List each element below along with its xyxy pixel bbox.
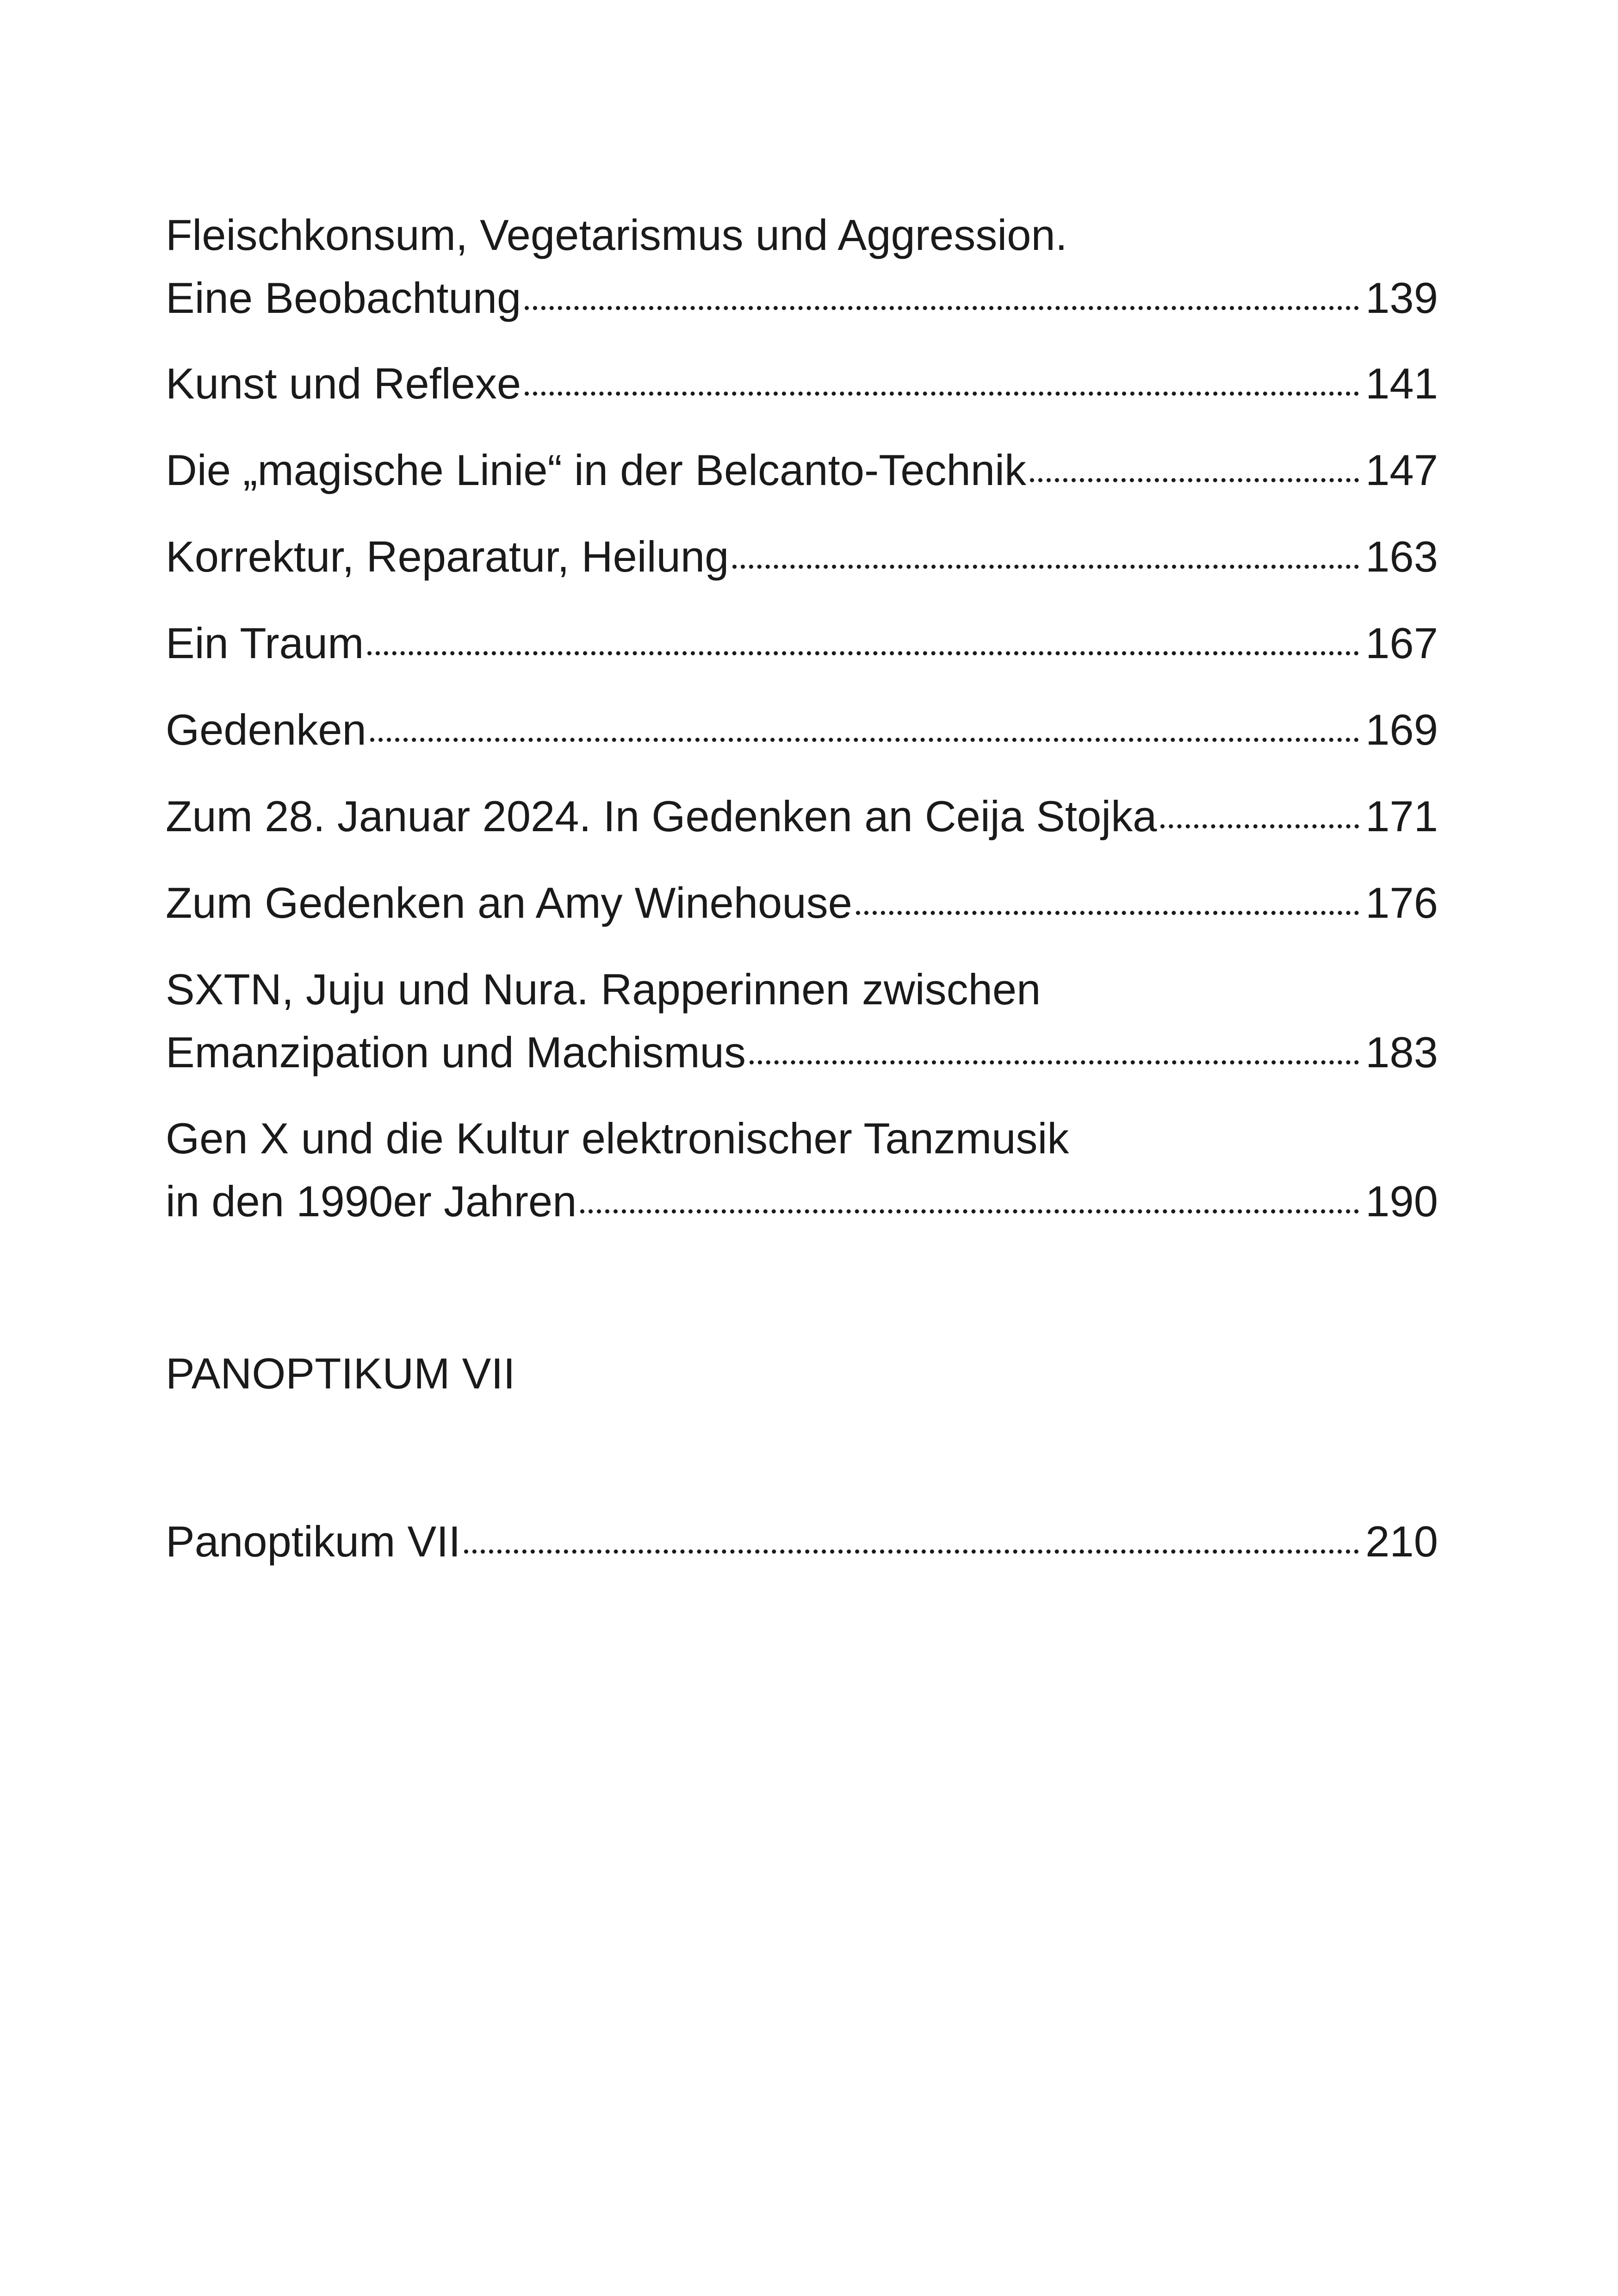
dot-leader bbox=[1160, 824, 1359, 828]
toc-entry[interactable] bbox=[166, 785, 1438, 848]
toc-entry-page-number: 210 bbox=[1365, 1517, 1438, 1566]
toc-entry-title-line: SXTN, Juju und Nura. Rapperinnen zwischen bbox=[166, 965, 1041, 1014]
toc-entry[interactable] bbox=[166, 698, 1438, 761]
toc-entry-title-line: Kunst und Reflexe bbox=[166, 359, 521, 408]
toc-entry-page-number: 183 bbox=[1365, 1028, 1438, 1076]
dot-leader bbox=[1030, 478, 1359, 482]
dot-leader bbox=[856, 911, 1359, 915]
toc-entry-page-number: 141 bbox=[1365, 359, 1438, 408]
toc-entry-title-line: Gen X und die Kultur elektronischer Tanzmusik bbox=[166, 1114, 1069, 1163]
toc-entry-page-number: 167 bbox=[1365, 619, 1438, 667]
toc-entry[interactable] bbox=[166, 352, 1438, 415]
toc-entry[interactable] bbox=[166, 525, 1438, 588]
section-heading: PANOPTIKUM VII bbox=[166, 1349, 515, 1398]
toc-entry-page-number: 163 bbox=[1365, 532, 1438, 581]
toc-entry-page-number: 176 bbox=[1365, 878, 1438, 927]
dot-leader bbox=[525, 392, 1359, 396]
toc-entry-title-line: Korrektur, Reparatur, Heilung bbox=[166, 532, 729, 581]
toc-entry-title-line: Eine Beobachtung bbox=[166, 274, 521, 322]
dot-leader bbox=[525, 306, 1359, 310]
toc-entry[interactable] bbox=[166, 871, 1438, 934]
toc-entry-title-line: Panoptikum VII bbox=[166, 1517, 461, 1566]
dot-leader bbox=[732, 565, 1359, 569]
toc-entry-title-line: Gedenken bbox=[166, 705, 366, 754]
toc-entry-page-number: 171 bbox=[1365, 792, 1438, 840]
dot-leader bbox=[580, 1209, 1359, 1213]
toc-entry-page-number: 139 bbox=[1365, 274, 1438, 322]
toc-entry-title-line: Die „magische Linie“ in der Belcanto-Technik bbox=[166, 446, 1026, 494]
toc-entry[interactable] bbox=[166, 958, 1438, 1084]
toc-entry-title-line: Zum Gedenken an Amy Winehouse bbox=[166, 878, 852, 927]
dot-leader bbox=[367, 651, 1359, 655]
toc-entry-title-line: in den 1990er Jahren bbox=[166, 1177, 577, 1226]
toc-entry-title-line: Zum 28. Januar 2024. In Gedenken an Ceija Stojka bbox=[166, 792, 1157, 840]
dot-leader bbox=[750, 1060, 1359, 1064]
toc-entry[interactable] bbox=[166, 1107, 1438, 1233]
toc-entry-title-line: Fleischkonsum, Vegetarismus und Aggression. bbox=[166, 211, 1067, 259]
toc-entry[interactable] bbox=[166, 1510, 1438, 1573]
toc-entry-page-number: 169 bbox=[1365, 705, 1438, 754]
toc-entry-title-line: Emanzipation und Machismus bbox=[166, 1028, 746, 1076]
toc-entry[interactable] bbox=[166, 439, 1438, 502]
dot-leader bbox=[464, 1549, 1359, 1554]
toc-entry[interactable] bbox=[166, 612, 1438, 675]
toc-entry-page-number: 147 bbox=[1365, 446, 1438, 494]
toc-entry-title-line: Ein Traum bbox=[166, 619, 364, 667]
dot-leader bbox=[370, 738, 1359, 742]
toc-entry[interactable] bbox=[166, 204, 1438, 330]
toc-entry-page-number: 190 bbox=[1365, 1177, 1438, 1226]
